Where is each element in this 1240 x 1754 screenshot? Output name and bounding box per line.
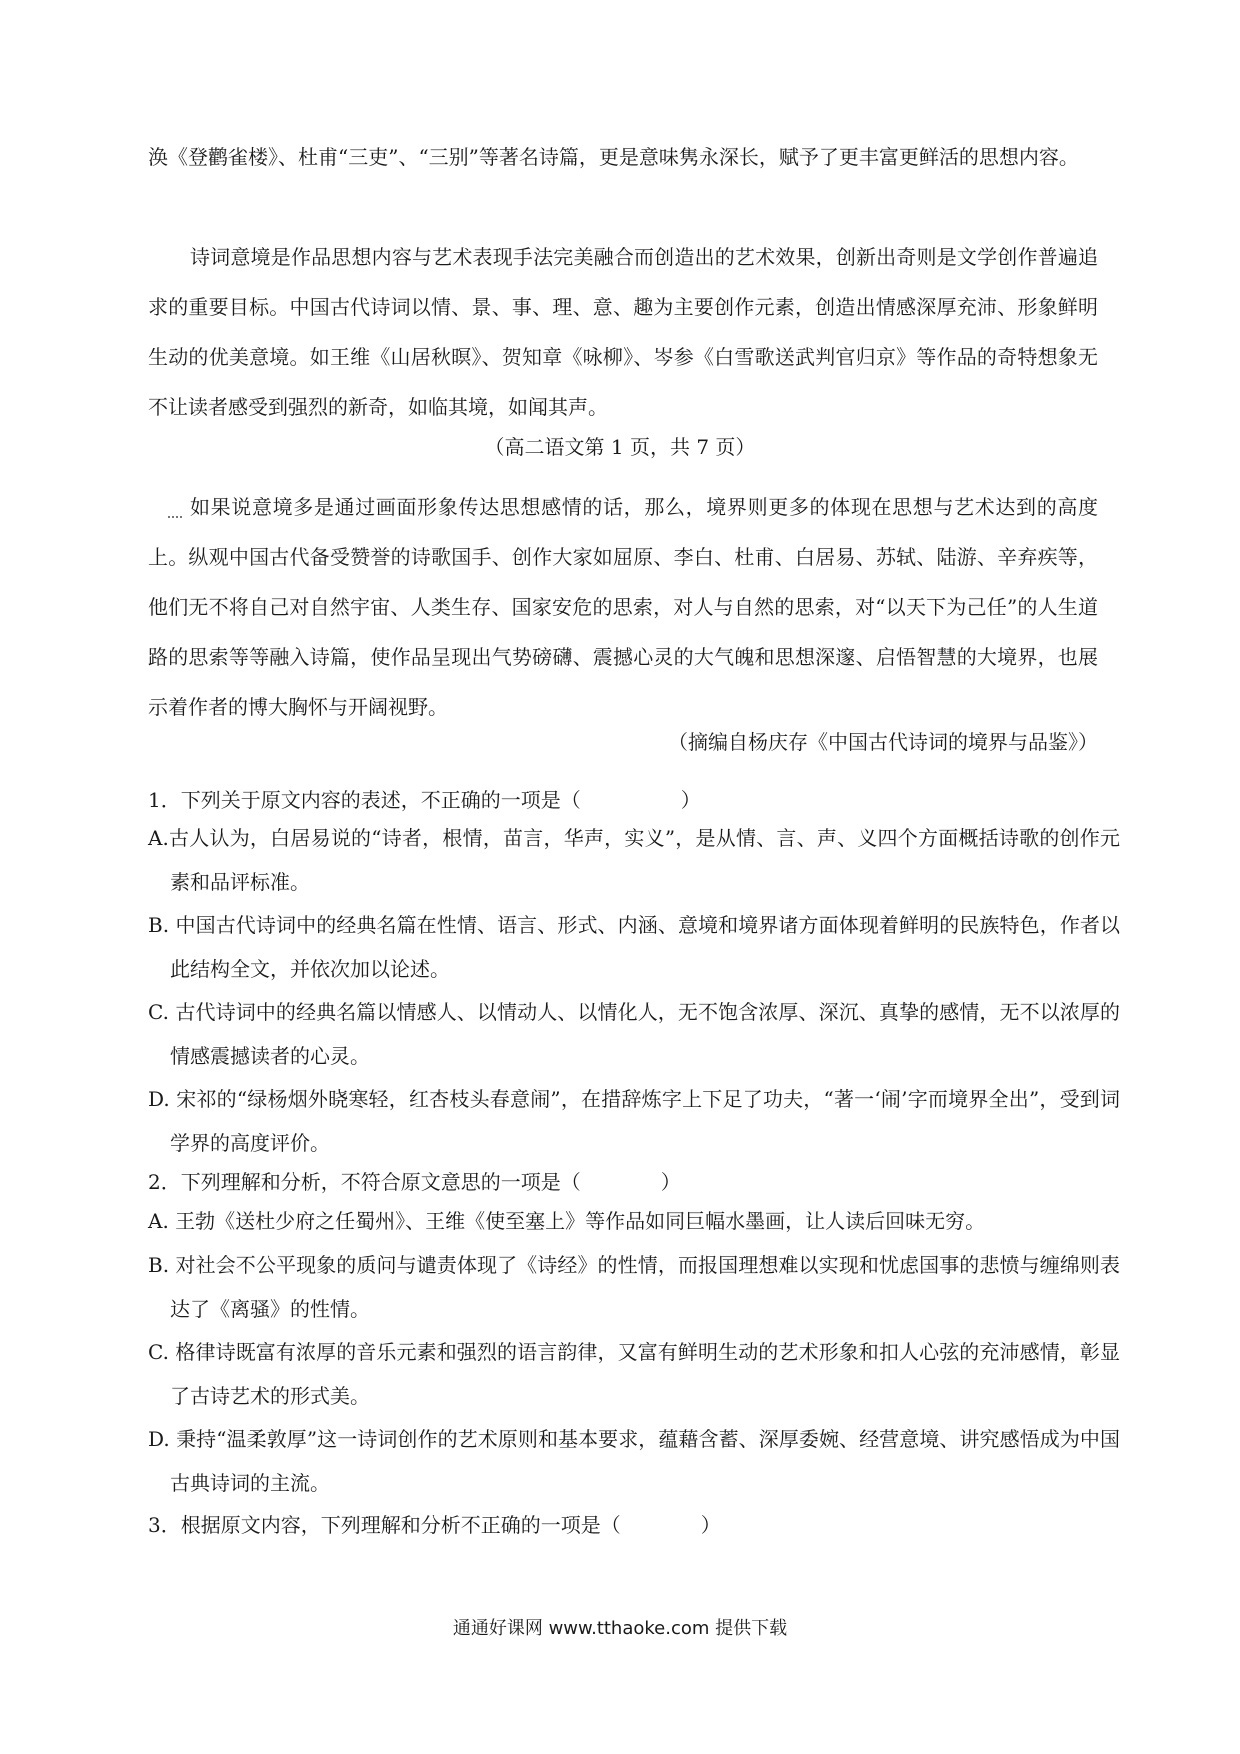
passage-continuation: 涣《登鹳雀楼》、杜甫“三吏”、“三别”等著名诗篇，更是意味隽永深长，赋予了更丰富更鲜活的思想内容。 [148,145,1079,169]
question-2-option-a: A. 王勃《送杜少府之任蜀州》、王维《使至塞上》等作品如同巨幅水墨画，让人读后回味无穷。 [148,1209,986,1233]
source-citation: （摘编自杨庆存《中国古代诗词的境界与品鉴》） [668,730,1098,754]
question-2-stem: 2．下列理解和分析，不符合原文意思的一项是（ ） [148,1170,681,1194]
question-1-option-a: A.古人认为，白居易说的“诗者，根情，苗言，华声，实义”，是从情、言、声、义四个方面概括诗歌的创作元素和品评标准。 [148,826,1120,894]
question-1-option-b: B. 中国古代诗词中的经典名篇在性情、语言、形式、内涵、意境和境界诸方面体现着鲜明的民族特色，作者以此结构全文，并依次加以论述。 [148,913,1120,981]
question-2-option-d: D. 秉持“温柔敦厚”这一诗词创作的艺术原则和基本要求，蕴藉含蓄、深厚委婉、经营意境、讲究感悟成为中国古典诗词的主流。 [148,1427,1120,1495]
paragraph-jingjie: 如果说意境多是通过画面形象传达思想感情的话，那么，境界则更多的体现在思想与艺术达到的高度上。纵观中国古代备受赞誉的诗歌国手、创作大家如屈原、李白、杜甫、白居易、苏轼、陆游、辛弃疾等，他们无不将自己对自然宇宙、人类生存、国家安危的思索，对人与自然的思索，对“以天下为己任”的人生道路的思索等等融入诗篇，使作品呈现出气势磅礴、震撼心灵的大气魄和思想深邃、启悟智慧的大境界，也展示着作者的博大胸怀与开阔视野。 [148,495,1098,719]
question-1-option-c: C. 古代诗词中的经典名篇以情感人、以情动人、以情化人，无不饱含浓厚、深沉、真挚的感情，无不以浓厚的情感震撼读者的心灵。 [148,1000,1120,1068]
question-3-stem: 3．根据原文内容，下列理解和分析不正确的一项是（ ） [148,1513,721,1537]
paragraph-yijing: 诗词意境是作品思想内容与艺术表现手法完美融合而创造出的艺术效果，创新出奇则是文学创作普遍追求的重要目标。中国古代诗词以情、景、事、理、意、趣为主要创作元素，创造出情感深厚充沛、形象鲜明生动的优美意境。如王维《山居秋暝》、贺知章《咏柳》、岑参《白雪歌送武判官归京》等作品的奇特想象无不让读者感受到强烈的新奇，如临其境，如闻其声。 [148,245,1098,419]
question-1-stem: 1．下列关于原文内容的表述，不正确的一项是（ ） [148,788,701,812]
download-footer: 通通好课网 www.tthaoke.com 提供下载 [452,1618,788,1639]
question-2-option-c: C. 格律诗既富有浓厚的音乐元素和强烈的语言韵律，又富有鲜明生动的艺术形象和扣人心弦的充沛感情，彰显了古诗艺术的形式美。 [148,1340,1120,1408]
question-1-option-d: D. 宋祁的“绿杨烟外晓寒轻，红杏枝头春意闹”，在措辞炼字上下足了功夫，“著一‘闹’字而境界全出”，受到词学界的高度评价。 [148,1087,1120,1155]
question-2-option-b: B. 对社会不公平现象的质问与谴责体现了《诗经》的性情，而报国理想难以实现和忧虑国事的悲愤与缠绵则表达了《离骚》的性情。 [148,1253,1120,1321]
page-number-mark: （高二语文第 1 页，共 7 页） [484,435,756,459]
